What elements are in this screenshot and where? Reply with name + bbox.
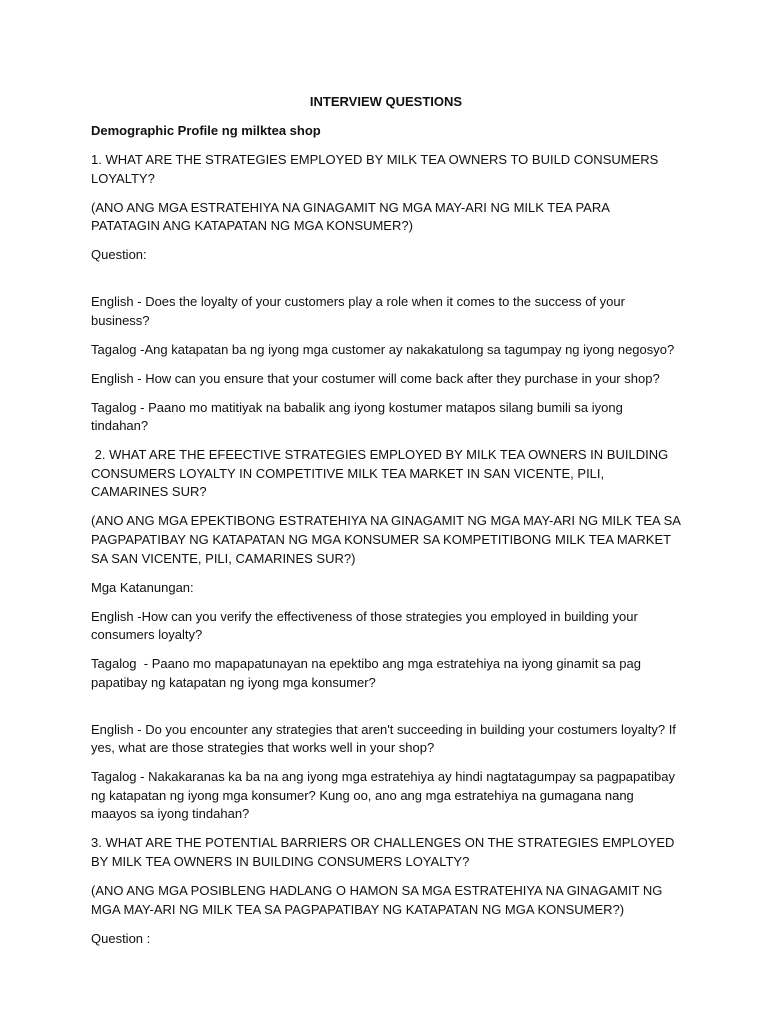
question-1-label: Question: xyxy=(91,247,147,263)
document-body xyxy=(91,93,681,959)
question-2-label: Mga Katanungan: xyxy=(91,579,194,595)
question-1-item-english-2: English - How can you ensure that your costumer will come back after they purchase in your shop? xyxy=(91,370,660,386)
spacer xyxy=(91,275,681,293)
question-3-heading: 3. WHAT ARE THE POTENTIAL BARRIERS OR CHALLENGES ON THE STRATEGIES EMPLOYED BY MILK TEA OWNERS IN BUILDING CONSUMERS LOYALTY? xyxy=(91,835,675,870)
question-2-item-english-2: English - Do you encounter any strategies that aren't succeeding in building your costumers loyalty? If yes, what are those strategies that works well in your shop? xyxy=(91,721,676,756)
question-2-item-tagalog-2: Tagalog - Nakakaranas ka ba na ang iyong mga estratehiya ay hindi nagtatagumpay sa pagpapatibay ng katapatan ng iyong mga konsumer? Kung oo, ano ang mga estratehiya na gumagana nang maayos sa iyong tindahan? xyxy=(91,769,675,822)
question-1-translation: (ANO ANG MGA ESTRATEHIYA NA GINAGAMIT NG MGA MAY-ARI NG MILK TEA PARA PATATAGIN ANG KATAPATAN NG MGA KONSUMER?) xyxy=(91,199,610,234)
spacer xyxy=(91,703,681,721)
question-2-item-tagalog-1: Tagalog - Paano mo mapapatunayan na epektibo ang mga estratehiya na iyong ginamit sa pag papatibay ng katapatan ng iyong mga konsumer? xyxy=(91,656,645,690)
question-2-item-english-1: English -How can you verify the effectiveness of those strategies you employed in building your consumers loyalty? xyxy=(91,608,638,643)
question-2-translation: (ANO ANG MGA EPEKTIBONG ESTRATEHIYA NA GINAGAMIT NG MGA MAY-ARI NG MILK TEA SA PAGPAPATIBAY NG KATAPATAN NG MGA KONSUMER SA KOMPETITIBONG MILK TEA MARKET SA SAN VICENTE, PILI, CAMARINES SUR?) xyxy=(91,513,681,566)
document-title: INTERVIEW QUESTIONS xyxy=(309,94,463,109)
question-2-heading: 2. WHAT ARE THE EFEECTIVE STRATEGIES EMPLOYED BY MILK TEA OWNERS IN BUILDING CONSUMERS LOYALTY IN COMPETITIVE MILK TEA MARKET IN SAN VICENTE, PILI, CAMARINES SUR? xyxy=(91,447,672,500)
question-1-item-english-1: English - Does the loyalty of your customers play a role when it comes to the success of your business? xyxy=(91,294,625,328)
question-1-item-tagalog-2: Tagalog - Paano mo matitiyak na babalik ang iyong kostumer matapos silang bumili sa iyong tindahan? xyxy=(91,399,623,434)
question-3-label: Question : xyxy=(91,930,151,946)
question-1-heading: 1. WHAT ARE THE STRATEGIES EMPLOYED BY MILK TEA OWNERS TO BUILD CONSUMERS LOYALTY? xyxy=(91,151,659,186)
document-subtitle: Demographic Profile ng milktea shop xyxy=(91,122,321,138)
question-1-item-tagalog-1: Tagalog -Ang katapatan ba ng iyong mga customer ay nakakatulong sa tagumpay ng iyong negosyo? xyxy=(91,341,675,357)
question-3-translation: (ANO ANG MGA POSIBLENG HADLANG O HAMON SA MGA ESTRATEHIYA NA GINAGAMIT NG MGA MAY-ARI NG MILK TEA SA PAGPAPATIBAY NG KATAPATAN NG MGA KONSUMER?) xyxy=(91,883,663,917)
